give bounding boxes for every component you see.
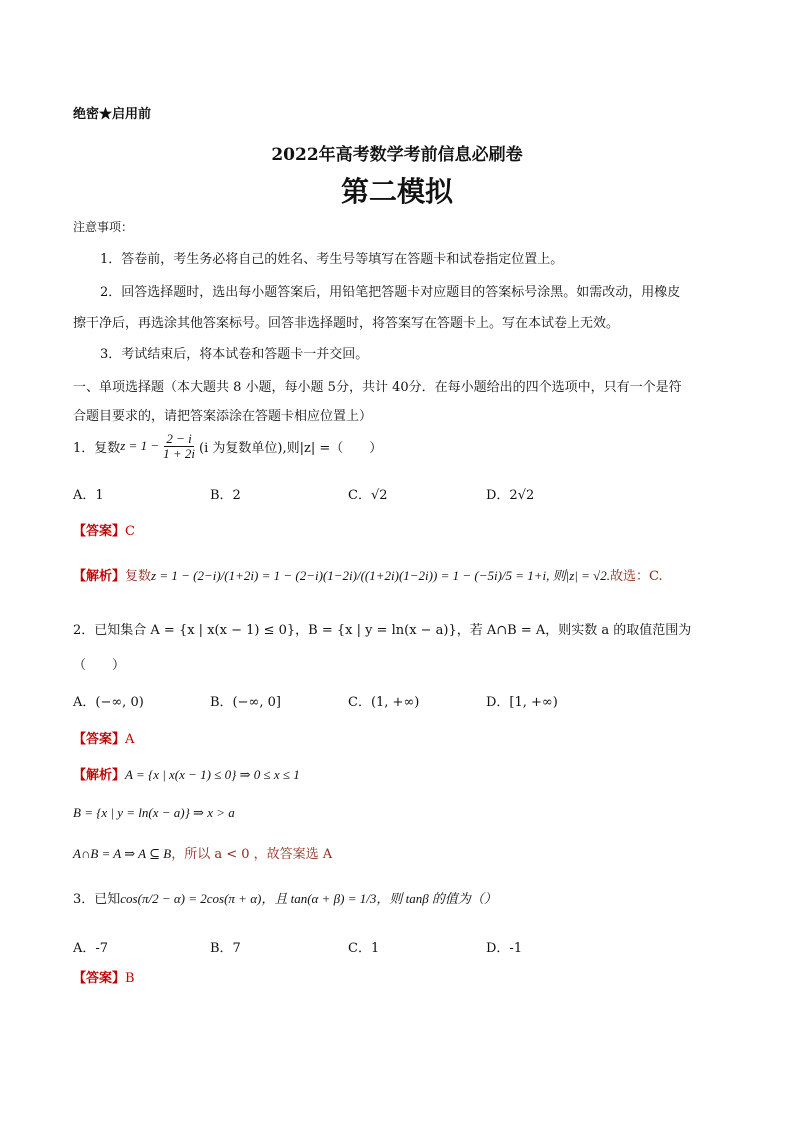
notice-item-3: 3．考试结束后，将本试卷和答题卡一并交回。 (100, 347, 369, 362)
question-2-paren: （ ） (73, 658, 126, 673)
notice-item-1: 1．答卷前，考生务必将自己的姓名、考生号等填写在答题卡和试卷指定位置上。 (100, 252, 564, 267)
answer-tag: 【答案】 (73, 971, 126, 986)
analysis-end: 故选：C. (610, 569, 663, 584)
question-3-stem (73, 888, 497, 907)
analysis-math-1: A = {x | x(x − 1) ≤ 0} ⇒ 0 ≤ x ≤ 1 (125, 767, 300, 782)
exam-subtitle: 第二模拟 (340, 175, 453, 208)
exam-title: 2022年高考数学考前信息必刷卷 (271, 145, 523, 165)
question-3-answer (73, 967, 135, 986)
notice-heading: 注意事项： (73, 220, 134, 234)
question-3-math: cos(π/2 − α) = 2cos(π + α)，且 tan(α + β) = 1/3，则 tanβ 的值为（） (120, 891, 497, 906)
question-2-stem: 2．已知集合 A = {x | x(x − 1) ≤ 0}，B = {x | y = ln(x − a)}，若 A∩B = A，则实数 a 的取值范围为 (73, 623, 692, 638)
answer-value: C (125, 524, 135, 539)
question-2-option-c: C．(1, +∞) (348, 695, 420, 710)
question-1-option-b: B．2 (210, 488, 241, 503)
question-2-analysis-line-2: B = {x | y = ln(x − a)} ⇒ x > a (73, 805, 235, 820)
question-3-prefix: 3．已知 (73, 892, 121, 907)
analysis-math-3: A∩B = A ⇒ A ⊆ B (73, 846, 172, 861)
question-2-option-d: D．[1, +∞) (486, 695, 558, 710)
analysis-text-3: ，所以 a < 0 ，故答案选 A (171, 847, 333, 862)
question-3-option-a: A．-7 (73, 941, 109, 956)
question-1-rest: (i 为复数单位),则|z| =（ ） (199, 440, 383, 456)
question-1-analysis (73, 565, 663, 584)
question-2-analysis-line-3 (73, 843, 332, 862)
question-1-answer (73, 520, 135, 539)
notice-item-2-line-1: 2．回答选择题时，选出每小题答案后，用铅笔把答题卡对应题目的答案标号涂黑。如需改动，用橡皮 (100, 285, 681, 300)
question-3-option-d: D．-1 (486, 941, 523, 956)
question-2-answer (73, 728, 134, 747)
question-1-prefix: 1．复数 (73, 440, 121, 456)
question-1-option-d: D．2√2 (486, 488, 535, 503)
answer-value: A (125, 732, 135, 747)
section-heading-line-2: 合题目要求的，请把答案添涂在答题卡相应位置上） (73, 409, 373, 424)
question-1-z-eq: z = 1 − (120, 438, 160, 454)
answer-value: B (125, 971, 135, 986)
question-1-denominator: 1 + 2i (163, 445, 196, 461)
notice-item-2-line-2: 擦干净后，再选涂其他答案标号。回答非选择题时，将答案写在答题卡上。写在本试卷上无效。 (73, 316, 620, 331)
question-1-stem (73, 432, 382, 460)
confidential-label: 绝密★启用前 (73, 107, 152, 122)
answer-tag: 【答案】 (73, 524, 126, 539)
analysis-text: 复数 (125, 569, 152, 584)
analysis-math: z = 1 − (2−i)/(1+2i) = 1 − (2−i)(1−2i)/((1+2i)(1−2i)) = 1 − (−5i)/5 = 1+i, 则|z| = √2. (151, 568, 611, 583)
question-1-option-c: C．√2 (348, 488, 388, 503)
answer-tag: 【答案】 (73, 732, 126, 747)
analysis-tag: 【解析】 (73, 569, 126, 584)
analysis-tag: 【解析】 (73, 768, 126, 783)
question-3-option-c: C．1 (348, 941, 380, 956)
question-3-option-b: B．7 (210, 941, 241, 956)
question-2-analysis-line-1 (73, 764, 300, 783)
question-2-option-b: B．(−∞, 0] (210, 695, 281, 710)
question-1-fraction (161, 432, 197, 460)
question-1-option-a: A．1 (73, 488, 104, 503)
question-1-numerator: 2 − i (166, 431, 192, 446)
question-2-option-a: A．(−∞, 0) (73, 695, 144, 710)
section-heading-line-1: 一、单项选择题（本大题共 8 小题，每小题 5分，共计 40分．在每小题给出的四个选项中，只有一个是符 (73, 380, 682, 395)
